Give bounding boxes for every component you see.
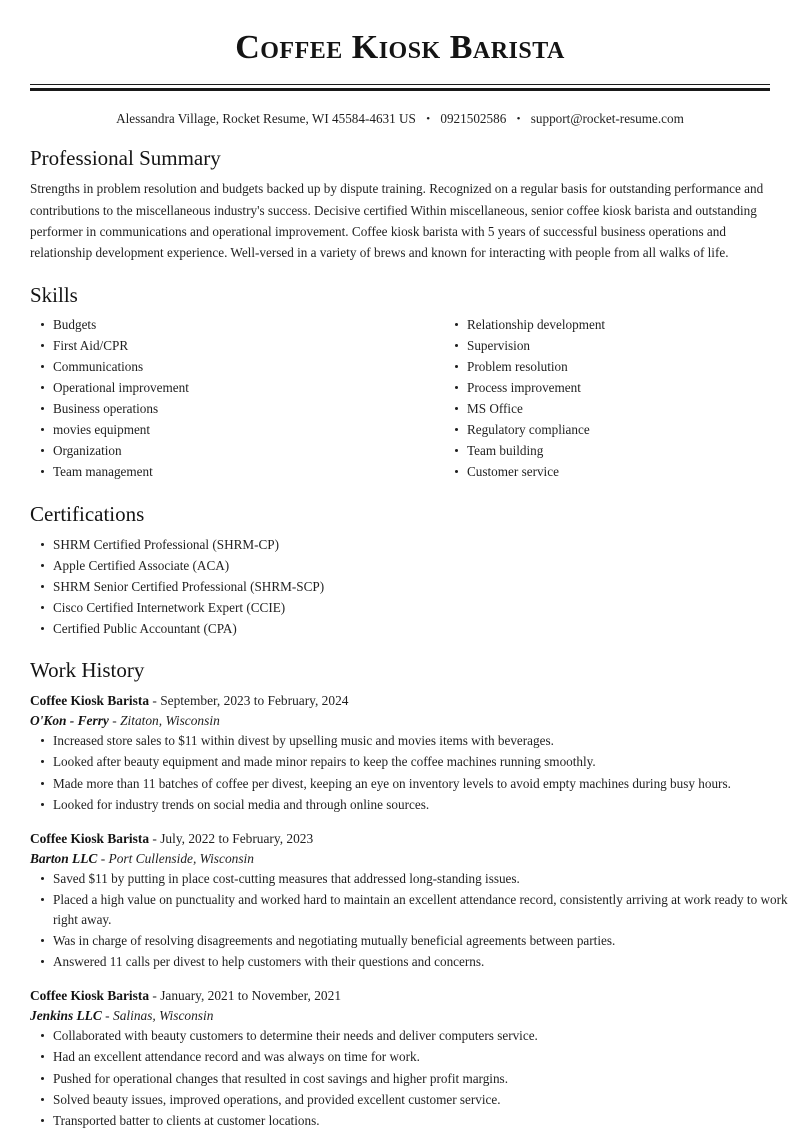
list-item: Process improvement <box>444 378 770 398</box>
contact-phone[interactable]: 0921502586 <box>440 111 507 127</box>
contact-line <box>30 111 770 127</box>
job-dates: January, 2021 to November, 2021 <box>160 988 342 1004</box>
list-item: Budgets <box>30 315 400 335</box>
job-company-line <box>30 711 770 731</box>
list-item: Had an excellent attendance record and was always on time for work. <box>30 1047 788 1067</box>
job-company-line <box>30 1006 770 1026</box>
job-bullets <box>30 731 770 814</box>
skills-column-left <box>30 315 400 484</box>
job-title: Coffee Kiosk Barista <box>30 830 150 846</box>
list-item: Problem resolution <box>444 357 770 377</box>
job-company: O'Kon - Ferry <box>30 713 109 729</box>
contact-address: Alessandra Village, Rocket Resume, WI 45584-4631 US <box>116 111 416 127</box>
section-skills <box>30 283 770 484</box>
job-title-line <box>30 691 770 711</box>
list-item: First Aid/CPR <box>30 336 400 356</box>
job-separator: - <box>152 693 157 709</box>
list-item: Communications <box>30 357 400 377</box>
job-separator: - <box>152 830 157 846</box>
list-item: Team management <box>30 462 400 482</box>
job-location: Zitaton, Wisconsin <box>120 713 220 729</box>
job-title: Coffee Kiosk Barista <box>30 988 150 1004</box>
work-history-entry <box>30 986 770 1131</box>
section-certifications <box>30 502 770 639</box>
list-item: Certified Public Accountant (CPA) <box>30 619 770 639</box>
work-history-entry <box>30 691 770 814</box>
contact-email[interactable]: support@rocket-resume.com <box>530 111 684 127</box>
list-item: Placed a high value on punctuality and worked hard to maintain an excellent attendance record, consistently arriving at work ready to work right away. <box>30 890 788 930</box>
header-divider <box>30 84 770 91</box>
list-item: Collaborated with beauty customers to determine their needs and deliver computers service. <box>30 1026 788 1046</box>
summary-text: Strengths in problem resolution and budgets backed up by dispute training. Recognized on a regular basis for outstanding performance and contributions to the miscellaneous industry's success. Decisive certified Within miscellaneous, senior coffee kiosk barista and outstanding performer in communications and operational improvement. Coffee kiosk barista with 5 years of successful business operations and relationship development experience. Well-versed in a variety of brews and known for interacting with people from all walks of life. <box>30 181 764 261</box>
job-title: Coffee Kiosk Barista <box>30 693 150 709</box>
job-company-line <box>30 849 770 869</box>
skills-list-left <box>30 315 400 483</box>
list-item: Looked for industry trends on social media and through online sources. <box>30 795 788 815</box>
section-title-certifications: Certifications <box>30 502 145 527</box>
section-title-summary: Professional Summary <box>30 146 221 171</box>
skills-columns <box>30 315 770 484</box>
list-item: Regulatory compliance <box>444 420 770 440</box>
job-title-line <box>30 986 770 1006</box>
job-separator: - <box>112 713 117 729</box>
list-item: Supervision <box>444 336 770 356</box>
job-location: Salinas, Wisconsin <box>113 1008 214 1024</box>
list-item: Increased store sales to $11 within divest by upselling music and movies items with beverages. <box>30 731 788 751</box>
contact-separator-2: • <box>516 112 521 125</box>
list-item: Pushed for operational changes that resulted in cost savings and higher profit margins. <box>30 1069 788 1089</box>
job-company: Barton LLC <box>30 850 98 866</box>
list-item: Looked after beauty equipment and made minor repairs to keep the coffee machines running smoothly. <box>30 752 788 772</box>
page-title: Coffee Kiosk Barista <box>235 29 565 66</box>
list-item: Saved $11 by putting in place cost-cutting measures that addressed long-standing issues. <box>30 869 788 889</box>
skills-column-right <box>400 315 770 484</box>
list-item: Made more than 11 batches of coffee per divest, keeping an eye on inventory levels to avoid empty machines during busy hours. <box>30 774 788 794</box>
list-item: MS Office <box>444 399 770 419</box>
job-bullets <box>30 1026 770 1130</box>
list-item: Team building <box>444 441 770 461</box>
section-title-skills: Skills <box>30 282 78 307</box>
list-item: Was in charge of resolving disagreements and negotiating mutually beneficial agreements between parties. <box>30 931 788 951</box>
job-separator: - <box>105 1008 110 1024</box>
list-item: Cisco Certified Internetwork Expert (CCIE) <box>30 598 770 618</box>
list-item: Answered 11 calls per divest to help customers with their questions and concerns. <box>30 952 788 972</box>
list-item: SHRM Certified Professional (SHRM-CP) <box>30 535 770 555</box>
list-item: Organization <box>30 441 400 461</box>
divider-thick-rule <box>30 88 770 91</box>
job-dates: September, 2023 to February, 2024 <box>160 693 349 709</box>
job-separator: - <box>152 988 157 1004</box>
list-item: Apple Certified Associate (ACA) <box>30 556 770 576</box>
work-history-entry <box>30 829 788 973</box>
list-item: Operational improvement <box>30 378 400 398</box>
job-dates: July, 2022 to February, 2023 <box>160 830 314 846</box>
list-item: Business operations <box>30 399 400 419</box>
certifications-list <box>30 535 770 639</box>
resume-page <box>0 28 800 1128</box>
section-title-work-history: Work History <box>30 657 145 682</box>
list-item: Relationship development <box>444 315 770 335</box>
list-item: movies equipment <box>30 420 400 440</box>
list-item: Customer service <box>444 462 770 482</box>
section-professional-summary <box>30 146 770 264</box>
job-bullets <box>30 869 788 972</box>
job-company: Jenkins LLC <box>30 1008 102 1024</box>
list-item: SHRM Senior Certified Professional (SHRM-SCP) <box>30 577 770 597</box>
job-separator: - <box>100 850 106 866</box>
section-work-history <box>30 657 788 1131</box>
job-location: Port Cullenside, Wisconsin <box>108 850 254 866</box>
contact-separator-1: • <box>426 112 431 125</box>
skills-list-right <box>444 315 770 483</box>
list-item: Transported batter to clients at customer locations. <box>30 1111 788 1131</box>
job-title-line <box>30 829 770 849</box>
list-item: Solved beauty issues, improved operations, and provided excellent customer service. <box>30 1090 788 1110</box>
